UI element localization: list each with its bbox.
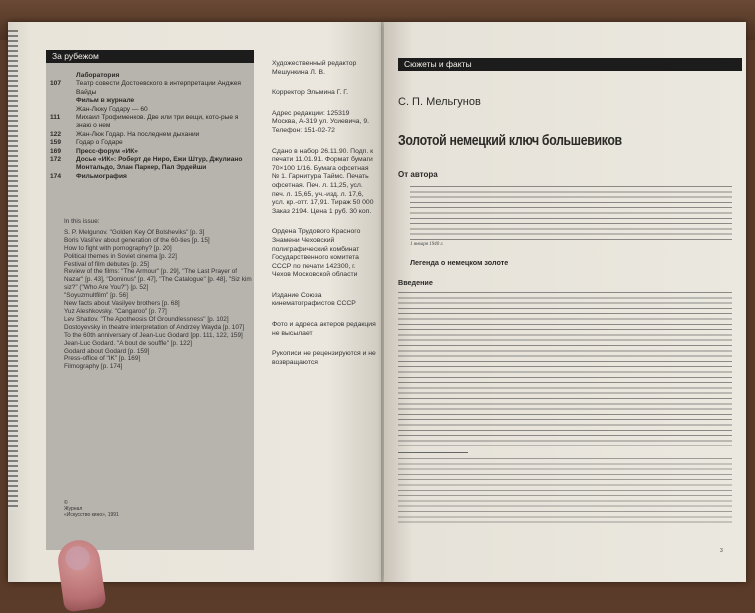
toc-item xyxy=(50,173,255,181)
logo-line: «Искусство кино», 1991 xyxy=(64,512,119,518)
english-toc-item: To the 60th anniversary of Jean-Luc Godard [pp. 111, 122, 159] xyxy=(64,331,243,339)
toc-item-title: Жан-Люк Годар. На последнем дыхании xyxy=(76,130,200,138)
toc-item xyxy=(50,72,255,80)
imprint-block xyxy=(272,60,376,379)
toc-item xyxy=(50,156,255,173)
english-toc-item: Filmography [p. 174] xyxy=(64,363,123,371)
toc-page-number xyxy=(50,72,76,80)
author-preface-text xyxy=(410,186,732,242)
english-toc-item: Festival of film debutes [p. 25] xyxy=(64,260,149,268)
toc-item-title: Пресс-форум «ИК» xyxy=(76,147,138,155)
toc-page-number: 159 xyxy=(50,139,62,147)
footnote-divider xyxy=(398,452,468,453)
toc-page-number: 174 xyxy=(50,172,62,180)
english-toc-item: Press-office of "IK" [p. 169] xyxy=(64,355,141,363)
english-toc-item: How to fight with pornography? [p. 20] xyxy=(64,244,172,252)
article-body-text xyxy=(398,292,732,446)
page-number: 3 xyxy=(720,548,723,554)
toc-item xyxy=(50,80,255,97)
toc-item-title: Жан-Люку Годару — 60 xyxy=(76,105,148,113)
english-toc-item: Jean-Luc Godard. "A bout de souffle" [p. 122] xyxy=(64,339,193,347)
imprint-paragraph: Издание Союза кинематографистов СССР xyxy=(272,291,356,308)
toc-item xyxy=(50,139,255,147)
toc-item-title: Фильм в журнале xyxy=(76,97,135,105)
toc-item-title: Фильмография xyxy=(76,172,127,180)
toc-item-title: Годар о Годаре xyxy=(76,139,123,147)
toc-item-title: Театр совести Достоевского в интерпретации Анджея Вайды xyxy=(76,80,241,96)
subheading-from-author: От автора xyxy=(398,170,438,179)
toc-item-title: Михаил Трофименков. Две или три вещи, кото-рые я знаю о нем xyxy=(76,114,239,130)
subheading-legend: Легенда о немецком золоте xyxy=(410,258,509,267)
toc-page-number: 169 xyxy=(50,147,62,155)
logo-line: © xyxy=(64,500,68,506)
toc-item xyxy=(50,114,255,131)
english-toc-head: In this issue: xyxy=(64,218,100,225)
english-toc-item: Review of the films: "The Armour" [p. 29], "The Last Prayer of Nazar" [p. 43], "Dominus" [p. 47], "The Catalogue" [p. 48], "Siz kim siz?" ("Who Are You?") [p. 52] xyxy=(64,268,252,292)
subheading-introduction: Введение xyxy=(398,278,433,287)
footnotes-text xyxy=(398,458,732,524)
imprint-paragraph: Адрес редакции: 125319 Москва, А-319 ул. Усиевича, 9. Телефон: 151-02-72 xyxy=(272,109,370,134)
imprint-paragraph: Художественный редактор Мешункина Л. В. xyxy=(272,60,357,76)
article-title: Золотой немецкий ключ большевиков xyxy=(398,132,622,149)
english-toc-item: S. P. Melgunov. "Golden Key Of Bolsheviks" [p. 3] xyxy=(64,228,205,236)
toc-item xyxy=(50,97,255,105)
toc-item xyxy=(50,106,255,114)
toc-item xyxy=(50,131,255,139)
english-toc-item: Godard about Godard [p. 159] xyxy=(64,347,150,355)
english-toc-item: New facts about Vasilyev brothers [p. 68] xyxy=(64,300,180,308)
english-toc-item: Lev Shatlov. "The Apotheosis Of Groundlessness" [p. 102] xyxy=(64,315,229,323)
article-author: С. П. Мельгунов xyxy=(398,96,481,108)
imprint-paragraph: Рукописи не рецензируются и не возвращаются xyxy=(272,350,376,366)
page-edge-strip xyxy=(8,30,18,510)
imprint-paragraph: Ордена Трудового Красного Знамени Чеховский полиграфический комбинат Государственного комитета СССР по печати 142300, г. Чехов Московской области xyxy=(272,228,361,279)
imprint-paragraph: Фото и адреса актеров редакция не высылает xyxy=(272,321,376,337)
toc-item xyxy=(50,148,255,156)
english-toc-item: "Soyuzmultfilm" [p. 56] xyxy=(64,292,128,300)
toc-page-number: 122 xyxy=(50,130,62,138)
imprint-paragraph: Сдано в набор 26.11.90. Подп. к печати 11.01.91. Формат бумаги 70×100 1/16. Бумага офсетная № 1. Гарнитура Таймс. Печать офсетная. Печ. л. 11,25, усл. печ. л. 15,65, уч.-изд. л. 17,6, усл. кр.-отт. 17,91. Тираж 50 000 Заказ 2194. Цена 1 руб. 30 коп. xyxy=(272,147,374,215)
english-toc-item: Political themes in Soviet cinema [p. 22] xyxy=(64,252,177,260)
section-bar-right xyxy=(398,58,742,71)
toc-item-title: Лаборатория xyxy=(76,72,120,79)
publisher-logo xyxy=(64,500,119,518)
logo-line: Журнал xyxy=(64,506,83,512)
english-toc-item: Yuz Aleshkovsky. "Cangaroo" [p. 77] xyxy=(64,307,167,315)
preface-date: 1 января 1940 г. xyxy=(410,242,444,247)
toc-item-title: Досье «ИК»: Роберт де Ниро, Ежи Штур, Джулиано Монтальдо, Элан Паркер, Пал Эрдейши xyxy=(76,156,243,172)
english-toc xyxy=(64,218,252,371)
section-bar-left xyxy=(46,50,254,63)
section-bar-label: Сюжеты и факты xyxy=(404,59,472,69)
toc-page-number xyxy=(50,106,76,114)
english-toc-item: Dostoyevsky in theatre interpretation of Andrzey Wayda [p. 107] xyxy=(64,323,245,331)
imprint-paragraph: Корректор Эльмина Г. Г. xyxy=(272,89,349,97)
toc-page-number xyxy=(50,97,76,105)
english-toc-item: Boris Vasil'ev about generation of the 60-ties [p. 15] xyxy=(64,236,210,244)
toc-list xyxy=(50,72,255,181)
toc-page-number: 107 xyxy=(50,80,62,88)
fingernail xyxy=(64,545,91,572)
section-bar-label: За рубежом xyxy=(52,51,99,61)
toc-page-number: 111 xyxy=(50,114,61,122)
toc-page-number: 172 xyxy=(50,156,62,164)
